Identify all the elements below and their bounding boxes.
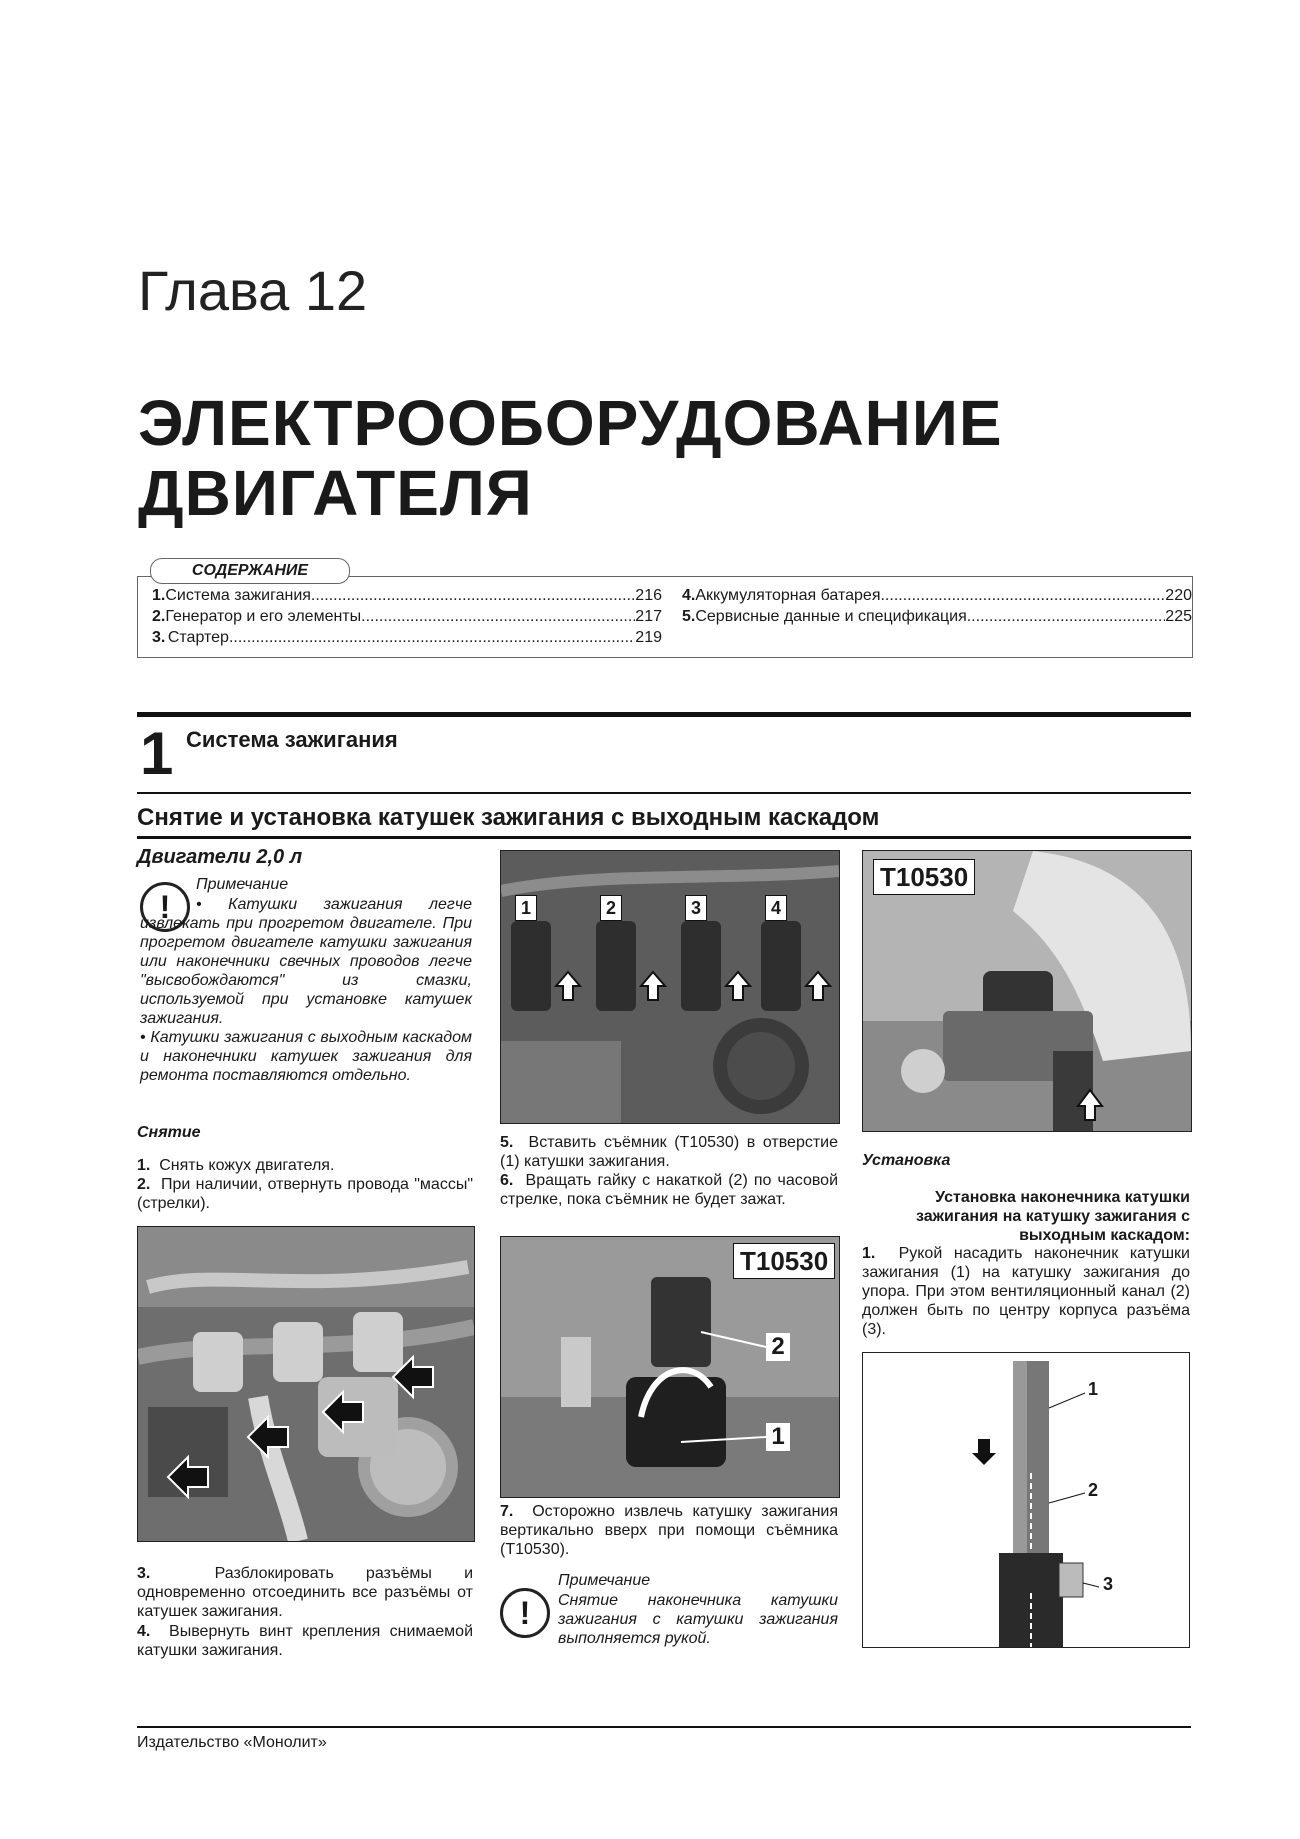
note-heading: Примечание	[196, 876, 289, 893]
toc-item[interactable]: 1. Система зажигания ..... 216	[152, 587, 662, 605]
tool-insertion-photo	[862, 850, 1192, 1132]
tool-label: T10530	[733, 1243, 835, 1279]
install-subheading: Установка наконечника катушки зажигания на катушку зажигания с выходным каскадом:	[916, 1189, 1190, 1244]
footer-rule	[137, 1726, 1191, 1728]
section-rule	[137, 712, 1191, 717]
warning-icon: !	[500, 1588, 550, 1638]
subsection-rule	[137, 836, 1191, 839]
callout-label: 2	[766, 1333, 790, 1361]
step: 6. Вращать гайку с накаткой (2) по часовой стрелке, пока съёмник не будет зажат.	[500, 1172, 838, 1208]
note-text: • Катушки зажигания с выходным каскадом и наконечники катушек зажигания для ремонта поставляются отдельно.	[140, 1029, 472, 1084]
toc-heading: СОДЕРЖАНИЕ	[150, 558, 350, 584]
installation-heading: Установка	[862, 1152, 951, 1169]
step: 5. Вставить съёмник (T10530) в отверстие (1) катушки зажигания.	[500, 1134, 839, 1170]
engine-heading: Двигатели 2,0 л	[137, 846, 303, 868]
callout-label: 1	[766, 1423, 790, 1451]
chapter-title-line2: ДВИГАТЕЛЯ	[138, 457, 533, 529]
chapter-number: Глава 12	[138, 259, 368, 322]
callout-label: 3	[1103, 1574, 1114, 1594]
publisher-footer: Издательство «Монолит»	[137, 1734, 327, 1751]
coil-label: 1	[515, 895, 537, 921]
puller-tool-photo	[500, 1236, 840, 1498]
section-title: Система зажигания	[186, 727, 398, 752]
callout-label: 1	[1088, 1379, 1099, 1399]
note-text: • Катушки зажигания легче извлекать при прогретом двигателе. При прогретом двигателе катушки зажигания или наконечники свечных проводов легче "высвобождаются" из смазки, используемой при установке катушек зажигания.	[140, 896, 472, 1027]
subsection-title: Снятие и установка катушек зажигания с выходным каскадом	[137, 804, 880, 831]
step: 1. Снять кожух двигателя.	[137, 1157, 335, 1174]
warning-icon: !	[140, 882, 190, 932]
table-of-contents	[137, 576, 1193, 658]
step: 2. При наличии, отвернуть провода "массы" (стрелки).	[137, 1176, 474, 1212]
toc-item[interactable]: 2. Генератор и его элементы ..... 217	[152, 608, 662, 626]
removal-heading: Снятие	[137, 1124, 201, 1141]
chapter-title-line1: ЭЛЕКТРООБОРУДОВАНИЕ	[138, 387, 1003, 459]
note-heading: Примечание	[558, 1572, 651, 1589]
step: 7. Осторожно извлечь катушку зажигания вертикально вверх при помощи съёмника (T10530).	[500, 1503, 839, 1558]
coil-label: 3	[685, 895, 707, 921]
ignition-coils-photo	[500, 850, 840, 1124]
section-rule-bottom	[137, 792, 1191, 794]
section-number: 1	[140, 720, 174, 787]
engine-ground-wires-photo	[137, 1226, 475, 1542]
coil-label: 4	[765, 895, 787, 921]
step: 3. Разблокировать разъёмы и одновременно отсоединить все разъёмы от катушек зажигания.	[137, 1565, 474, 1620]
step: 1. Рукой насадить наконечник катушки зажигания (1) на катушку зажигания до упора. При этом вентиляционный канал (2) должен быть по центру корпуса разъёма (3).	[862, 1245, 1190, 1338]
coil-label: 2	[600, 895, 622, 921]
chapter-title	[138, 388, 1003, 528]
toc-item[interactable]: 4. Аккумуляторная батарея ..... 220	[682, 587, 1192, 605]
toc-item[interactable]: 3. Стартер ..... 219	[152, 629, 662, 647]
step: 4. Вывернуть винт крепления снимаемой катушки зажигания.	[137, 1623, 474, 1659]
toc-item[interactable]: 5. Сервисные данные и спецификация ..... 225	[682, 608, 1192, 626]
callout-label: 2	[1088, 1480, 1099, 1500]
plug-diagram	[862, 1352, 1190, 1648]
note-text: Снятие наконечника катушки зажигания с катушки зажигания выполняется рукой.	[558, 1592, 838, 1647]
tool-label: T10530	[873, 859, 975, 895]
